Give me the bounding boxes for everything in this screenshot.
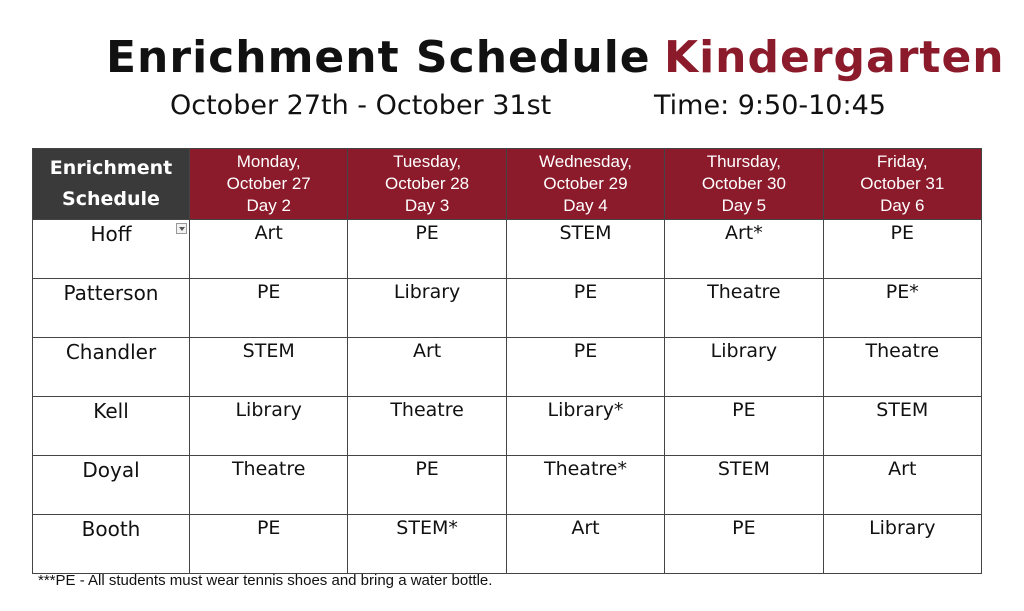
schedule-cell[interactable]: PE — [348, 456, 506, 515]
day-number: Day 4 — [563, 196, 608, 215]
schedule-cell[interactable]: Library — [665, 338, 823, 397]
title-row — [0, 28, 1024, 92]
teacher-cell[interactable] — [33, 220, 190, 279]
filter-dropdown-icon[interactable] — [176, 223, 187, 234]
schedule-cell[interactable]: PE — [190, 515, 348, 574]
day-number: Day 5 — [721, 196, 767, 215]
teacher-cell[interactable]: Kell — [33, 397, 190, 456]
schedule-cell[interactable]: Art* — [665, 220, 823, 279]
table-row — [33, 220, 982, 279]
schedule-cell[interactable]: PE — [665, 397, 823, 456]
day-number: Day 6 — [880, 196, 925, 215]
schedule-cell[interactable]: Art — [506, 515, 664, 574]
schedule-cell[interactable]: Art — [348, 338, 506, 397]
table-row — [33, 279, 982, 338]
schedule-cell[interactable]: PE — [665, 515, 823, 574]
day-number: Day 3 — [404, 196, 450, 215]
subtitle-row — [0, 90, 1024, 126]
header-row — [33, 149, 982, 220]
schedule-cell[interactable]: STEM — [823, 397, 981, 456]
schedule-cell[interactable]: Art — [823, 456, 981, 515]
day-weekday: Friday, — [876, 152, 928, 171]
day-date: October 31 — [860, 174, 945, 193]
day-header-tuesday — [348, 149, 506, 220]
day-date: October 29 — [543, 174, 628, 193]
schedule-cell[interactable]: Theatre* — [506, 456, 664, 515]
schedule-cell[interactable]: PE — [506, 338, 664, 397]
table-row — [33, 397, 982, 456]
schedule-cell[interactable]: PE — [823, 220, 981, 279]
day-header-monday — [190, 149, 348, 220]
teacher-cell[interactable]: Chandler — [33, 338, 190, 397]
corner-header — [33, 149, 190, 220]
day-weekday: Monday, — [236, 152, 301, 171]
day-date: October 30 — [701, 174, 786, 193]
schedule-cell[interactable]: STEM — [190, 338, 348, 397]
schedule-cell[interactable]: PE — [348, 220, 506, 279]
day-number: Day 2 — [246, 196, 291, 215]
schedule-cell[interactable]: Library — [190, 397, 348, 456]
day-weekday: Thursday, — [706, 152, 782, 171]
day-weekday: Wednesday, — [539, 152, 632, 171]
corner-line-2: Schedule — [62, 188, 160, 210]
schedule-cell[interactable]: STEM — [665, 456, 823, 515]
schedule-cell[interactable]: Theatre — [665, 279, 823, 338]
schedule-cell[interactable]: PE* — [823, 279, 981, 338]
schedule-cell[interactable]: Theatre — [190, 456, 348, 515]
corner-line-1: Enrichment — [49, 157, 173, 179]
schedule-cell[interactable]: PE — [506, 279, 664, 338]
schedule-cell[interactable]: Library — [823, 515, 981, 574]
time-range: Time: 9:50-10:45 — [654, 90, 886, 121]
table-row — [33, 456, 982, 515]
day-date: October 27 — [226, 174, 311, 193]
day-header-thursday — [665, 149, 823, 220]
teacher-cell[interactable]: Patterson — [33, 279, 190, 338]
schedule-cell[interactable]: Library — [348, 279, 506, 338]
table-row — [33, 338, 982, 397]
date-range: October 27th - October 31st — [170, 90, 552, 121]
schedule-cell[interactable]: Theatre — [823, 338, 981, 397]
table-row — [33, 515, 982, 574]
day-header-friday — [823, 149, 981, 220]
footnote: ***PE - All students must wear tennis shoes and bring a water bottle. — [38, 572, 493, 589]
day-weekday: Tuesday, — [393, 152, 462, 171]
teacher-cell[interactable]: Doyal — [33, 456, 190, 515]
schedule-cell[interactable]: Art — [190, 220, 348, 279]
schedule-cell[interactable]: PE — [190, 279, 348, 338]
teacher-cell[interactable]: Booth — [33, 515, 190, 574]
schedule-cell[interactable]: Theatre — [348, 397, 506, 456]
teacher-name: Hoff — [90, 222, 132, 246]
grade-title: Kindergarten — [664, 32, 1005, 83]
day-header-wednesday — [506, 149, 664, 220]
schedule-cell[interactable]: STEM* — [348, 515, 506, 574]
schedule-cell[interactable]: Library* — [506, 397, 664, 456]
schedule-table — [32, 148, 982, 574]
day-date: October 28 — [385, 174, 470, 193]
schedule-cell[interactable]: STEM — [506, 220, 664, 279]
page-title: Enrichment Schedule — [106, 32, 651, 83]
